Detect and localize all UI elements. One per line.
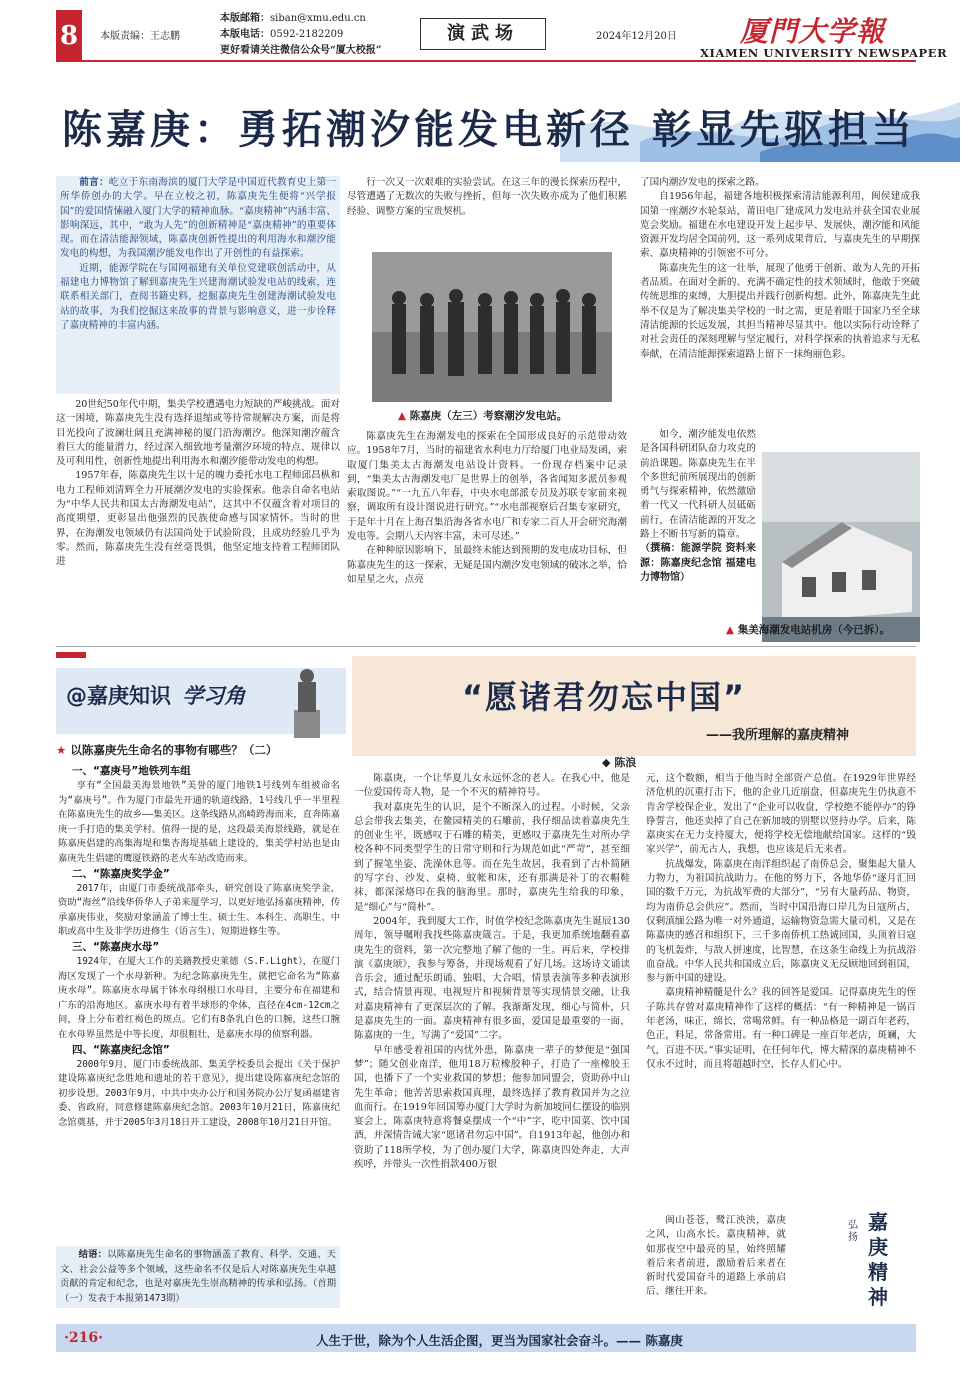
item4-text: 2000年9月，厦门市委统战部、集美学校委员会提出《关于保护建设陈嘉庚纪念胜地和遗址的若干意见》，提出建设陈嘉庚纪念馆的初步设想。2003年9月，中共中央办公厅和国务院办公厅复函福建省委、省政府，同意修建陈嘉庚纪念馆。2003年10月21日，陈嘉庚纪念馆奠基，并于2005年3月18日开工建设，2008年10月21日开馆。 — [58, 1058, 340, 1128]
a1-c3-p2: 自1956年起，福建各地积极探索清洁能源利用，闽侯建成我国第一座潮汐水轮泵站，莆田电厂建成风力发电站并获全国农业展览会奖励。福建在水电建设开发上起步早、发展快，潮汐能和风能资源开发均居全国前列，这一系列成果背后，与嘉庚先生的早期探索、嘉庚精神的引领密不可分。 — [640, 191, 920, 260]
article2-author: 陈浪 — [614, 756, 637, 769]
item4-heading: 四、“陈嘉庚纪念馆” — [72, 1043, 170, 1056]
a1-c2-p2: 陈嘉庚先生在海潮发电的探索在全国形成良好的示范带动效应。1958年7月，当时的福建省水利电力厅给厦门电业局发函，索取厦门集美太古海潮发电站设计资料。一份现存档案中记录到，“集美太古海潮发电厂是世界上的创举，各省闻知多派员参观索取图说。”“一九五八年春，中央水电部派专员及苏联专家前来视察，调取所有设计图说进行研究。”“水电部视察后召集专家研究，于是年十月在上海召集沿海各省水电厂和专家二百人开会研究海潮发电等。会期八天内容丰富，未可尽述。” — [347, 431, 627, 543]
article1-col3 — [640, 176, 920, 362]
a1-c3-p3: 陈嘉庚先生的这一壮举，展现了他勇于创新、敢为人先的开拓者品质。在面对全新的、充满不确定性的技术领域时，他敢于突破传统思维的束缚，大胆提出并践行创新构想。此外，陈嘉庚先生此举不仅是为了解决集美学校的一时之需，更是着眼于国家乃至全球清洁能源的长远发展，其担当精神尽显其中。他以实际行动诠释了对社会责任的深刻理解与坚定履行，对科学探索的执着追求与无私奉献，在清洁能源探索道路上留下一抹绚丽色彩。 — [640, 262, 920, 360]
item2-text: 2017年，由厦门市委统战部牵头，研究创设了陈嘉庚奖学金，资助“海丝”沿线华侨华人子弟来厦学习，以更好地弘扬嘉庚精神，传承嘉庚伟业，奖励对象涵盖了博士生、硕士生、本科生、高职生、中职或高中生及非学历进修生（语言生）、短期进修生等。 — [58, 882, 340, 938]
photo2-caption-text: 集美海潮发电站机房（今已拆）。 — [737, 624, 890, 636]
conclusion-text: 以陈嘉庚先生命名的事物涵盖了教育、科学、交通、天文、社会公益等多个领域，这些命名不仅是后人对陈嘉庚先生卓越贡献的肯定和纪念，也是对嘉庚先生崇高精神的传承和弘扬。（首期（一）发表于本报第1473期） — [60, 1249, 336, 1304]
a1-c1-p1: 20世纪50年代中期，集美学校遭遇电力短缺的严峻挑战。面对这一困境，陈嘉庚先生没有选择退缩或等待常规解决方案，而是将目光投向了波澜壮阔且充满神秘的厦门沿海潮汐。他深知潮汐蕴含着巨大的能量潜力，经过深入细致地考量潮汐环境的特点、规律以及可利用性，创新性地提出利用海水和潮汐能带动发电的构想。 — [56, 399, 340, 468]
article2-subtitle: ——我所理解的嘉庚精神 — [706, 728, 850, 743]
conclusion-label: 结语： — [78, 1249, 108, 1260]
a1-c1-p2: 1957年春，陈嘉庚先生以十足的魄力委托水电工程师邱昌枞和电力工程师刘清辉全力开展潮汐发电的实验探索。他亲自命名电站为“中华人民共和国太古海潮发电站”，这其中不仅蕴含着对项目的高度期望，更彰显出他强烈的民族使命感与国家情怀。当时的世界，在海潮发电领域仍有法国尚处于试验阶段，且成功经验几乎为零。然而，陈嘉庚先生没有丝毫畏惧，他坚定地支持着工程师团队进 — [56, 470, 340, 568]
knowledge-list — [58, 764, 340, 1130]
a2-c1-p3: 2004年，我到厦大工作，时值学校纪念陈嘉庚先生诞辰130周年，领导嘱咐我找些陈嘉庚箴言。于是，我更加系统地翻看嘉庚先生的资料，第一次完整地了解了他的一生。再后来，学校排演《嘉庚颂》，我参与筹备，并现场观看了好几场。这场诗文诵读音乐会，通过配乐朗诵、独唱、大合唱、情景表演等多种表演形式，结合情景再现、电视短片和视频背景等实现情景交融，让我对嘉庚精神有了更深层次的了解。我渐渐发现，细心与简朴，只是嘉庚先生的一面。嘉庚精神有很多面，爱国是最重要的一面，陈嘉庚的一生，写满了“爱国”二字。 — [354, 915, 630, 1042]
section-divider — [56, 646, 916, 647]
a1-c2-p3: 在种种原因影响下，虽最终未能达到预期的发电成功目标，但陈嘉庚先生的这一探索，无疑是国内潮汐发电领域的破冰之举，恰如星星之火，点亮 — [347, 545, 627, 585]
section-tag: 演武场 — [420, 18, 546, 50]
photo-power-station — [762, 452, 920, 642]
spirit-badge — [848, 1210, 914, 1318]
a2-c1-p2: 我对嘉庚先生的认识，是个不断深入的过程。小时候，父亲总会带我去集美，在鳌园精美的石雕前，我仔细品读着嘉庚先生的创业生平，既感叹于石雕的精美，更感叹于嘉庚先生对所办学校各种不同类型学生的日常守则和行为规范如此“严苛”，甚至细到了握笔坐姿、洗澡休息等。而在先生故居，我看到了古朴简陋的写字台、沙发、桌椅、蚊帐和床，还有那满是补丁的衣帽鞋袜，都深深烙印在我的脑海里。那时，嘉庚先生给我的印象，是“细心”与“简朴”。 — [354, 801, 630, 913]
knowledge-title-prefix: @嘉庚知识 — [66, 684, 171, 708]
preface-2: 近期，能源学院在与国网福建有关单位党建联创活动中，从福建电力博物馆了解到嘉庚先生兴建海潮试验发电站的线索，连联系相关部门，查阅书籍史料，挖掘嘉庚先生创建海潮试验发电站的故事，为我们挖掘这来故事的背景与影响意义，进一步诠释了嘉庚精神的丰富内涵。 — [60, 262, 336, 331]
email-label: 本版邮箱： — [220, 13, 270, 24]
star-icon: ★ — [56, 743, 67, 757]
preface-label: 前言： — [79, 177, 109, 188]
knowledge-conclusion — [56, 1246, 340, 1308]
accent-bar — [56, 652, 86, 658]
a2-c1-p1: 陈嘉庚，一个让华夏儿女永远怀念的老人。在我心中，他是一位爱国传奇人物，是一个不灭的精神符号。 — [354, 773, 630, 799]
preface-box — [56, 176, 340, 394]
page-number: 8 — [56, 10, 82, 62]
diamond-icon: ◆ — [602, 756, 611, 769]
knowledge-title — [66, 680, 245, 710]
phone-line — [220, 28, 343, 41]
a2-c2-p2: 抗战爆发，陈嘉庚在南洋组织起了南侨总会，聚集起大量人力物力，为祖国抗战助力。在他的努力下，各地华侨“逐月汇回国的数千万元，为抗战军费的大部分”，“另有大量药品、物资，均为南侨总会供应”。然而，当时中国沿海口岸几为日寇所占，仅剩滇缅公路为唯一对外通道，运输物资急需大量司机，又是在陈嘉庚的感召和组织下，三千多南侨机工热诚回国，头顶着日寇的飞机轰炸，与敌人拼速度，比智慧，在这条生命线上为抗战浴血奋战。中华人民共和国成立后，陈嘉庚义无反顾地回到祖国，参与新中国的建设。 — [646, 858, 916, 985]
paper-name-en: XIAMEN UNIVERSITY NEWSPAPER — [700, 46, 948, 60]
article2-title: “愿诸君勿忘中国” — [462, 678, 747, 716]
knowledge-question — [56, 742, 277, 758]
phone: 0592-2182209 — [270, 29, 344, 40]
knowledge-question-text: 以陈嘉庚先生命名的事物有哪些？（二） — [70, 743, 278, 757]
article1-col1 — [56, 398, 340, 570]
preface — [60, 176, 336, 262]
statue-icon — [272, 660, 342, 740]
knowledge-title-suffix: 学习角 — [182, 684, 246, 708]
article1-col2b — [347, 430, 627, 587]
preface-text: 屹立于东南海滨的厦门大学是中国近代教育史上第一所华侨创办的大学。早在立校之初，陈嘉庚先生便将“兴学报国”的爱国情愫融入厦门大学的精神血脉。“嘉庚精神”内涵丰富、影响深远，其中，“敢为人先”的创新精神是“嘉庚精神”的重要体现。而在清洁能源领域，陈嘉庚创新性提出的利用海水和潮汐能发电的构想，为我国潮汐能发电作出了开创性的有益探索。 — [60, 177, 337, 260]
article1-title: 陈嘉庚：勇拓潮汐能发电新径 彰显先驱担当 — [62, 106, 916, 153]
a2-c1-p4: 早年感受着祖国的内忧外患，陈嘉庚一辈子的梦便是“强国梦”；随父创业南洋，他用18万粒橡胶种子，打造了一座橡胶王国，也播下了一个实业救国的梦想；他参加同盟会，资助孙中山先生革命；他苦苦思索救国真理，最终选择了教育救国并为之泣血而行。在1919年回国筹办厦门大学时为新加坡同仁摆设的临别宴会上，陈嘉庚特意将餐桌摆成一个“中”字，吃中国菜、饮中国酒，并深情告诫大家“愿诸君勿忘中国”。自1913年起，他创办和资助了118所学校，为了创办厦门大学，陈嘉庚四处奔走，大声疾呼，并带头一次性捐款400万银 — [354, 1044, 630, 1171]
photo1-caption — [398, 408, 567, 423]
issue-date: 2024年12月20日 — [596, 31, 677, 42]
a1-c3-p4: 如今，潮汐能发电依然是各国科研团队奋力攻克的前沿课题。陈嘉庚先生在半个多世纪前所展现出的创新勇气与探索精神，依然激励着一代又一代科研人员砥砺前行，在清洁能源的开发之路上不断书写新的篇章。 — [640, 429, 756, 541]
article2-col2-narrow — [646, 1214, 786, 1300]
source-note: （撰稿：能源学院 资料来源：陈嘉庚纪念馆 福建电力博物馆） — [640, 543, 756, 583]
triangle-icon: ▲ — [726, 624, 735, 636]
a1-c3-p1: 了国内潮汐发电的探索之路。 — [640, 177, 765, 188]
phone-label: 本版电话： — [220, 29, 270, 40]
a2-c2-p1: 元，这个数额，相当于他当时全部资产总值。在1929年世界经济危机的沉重打击下，他的企业几近崩盘，但嘉庚先生仍执意不肯舍学校保企业，发出了“企业可以收盘，学校绝不能停办”的铮铮誓言，他还卖掉了自己在新加坡的别墅以竖持办学。后来，陈嘉庚实在无力支持厦大，便将学校无偿地献给国家。这样的“毁家兴学”，前无古人，我想，也应该是后无来者。 — [646, 773, 916, 856]
article2-col1 — [354, 772, 630, 1172]
photo2-caption — [726, 622, 890, 637]
article2-col2 — [646, 772, 916, 1072]
article1-col3-narrow — [640, 428, 756, 585]
paper-logo: 厦門大学報 — [740, 15, 886, 48]
item1-heading: 一、“嘉庚号”地铁列车组 — [72, 765, 191, 777]
badge-small-text: 弘扬 — [848, 1220, 858, 1243]
article2-byline — [602, 754, 636, 770]
footer-quote: 人生于世，除为个人生活企图，更当为国家社会奋斗。—— 陈嘉庚 — [316, 1333, 683, 1348]
a1-c2-p1: 行一次又一次艰难的实验尝试。在这三年的漫长探索历程中，尽管遭遇了无数次的失败与挫折，但每一次失败亦成为了他们积累经验、调整方案的宝贵契机。 — [347, 177, 627, 217]
wechat-note: 更好看请关注微信公众号“厦大校报” — [220, 45, 382, 56]
a2-c2-p3: 嘉庚精神精髓是什么？我的回答是爱国。记得嘉庚先生的侄子陈共存曾对嘉庚精神作了这样的概括：“有一种精神是一锅百年老汤，味正，绵长，常喝常鲜。有一种品格是一副百年老药，色正，料足，常备常用。有一种口碑是一座百年老店，斑斓，大气，百进不厌。”事实证明，在任何年代，博大精深的嘉庚精神不仅永不过时，而且将超越时空，长存人们心中。 — [646, 987, 916, 1070]
item2-heading: 二、“陈嘉庚奖学金” — [72, 867, 170, 880]
item3-text: 1924年，在厦大工作的美籍教授史莱德（S.F.Light），在厦门海区发现了一个水母新种。为纪念陈嘉庚先生，就把它命名为“陈嘉庚水母”。陈嘉庚水母属于钵水母纲根口水母目，主要分布在福建和广东的沿海地区。嘉庚水母有着半球形的伞体，直径在4cm-12cm之间，身上分布着红褐色的斑点。它们有8条乳白色的口腕，这些口腕在水母界虽然是中等长度，却很粗壮，是嘉庚水母的侦察利器。 — [58, 955, 340, 1040]
email[interactable]: siban@xmu.edu.cn — [270, 13, 366, 24]
photo-founders — [372, 252, 612, 402]
photo1-caption-text: 陈嘉庚（左三）考察潮汐发电站。 — [409, 410, 568, 422]
triangle-icon: ▲ — [398, 410, 407, 422]
editor-credit: 本版责编：王志鹏 — [100, 31, 180, 42]
email-line — [220, 12, 366, 25]
a2-c2-p4: 闽山苍苍，鹭江泱泱，嘉庚之风，山高水长。嘉庚精神，就如那夜空中最亮的星，始终照耀着后来者前进，激励着后来者在新时代爱国奋斗的道路上承前启后、继往开来。 — [646, 1215, 786, 1298]
item1-text: 享有“全国最美海景地铁”美誉的厦门地铁1号线列车组被命名为“嘉庚号”。作为厦门市最先开通的轨道线路，1号线几乎一半里程在陈嘉庚先生的故乡——集美区。这条线路从高崎跨海而来，直奔陈嘉庚一手打造的集美学村。值得一提的是，这段最美海景线路，就是在陈嘉庚倡建的高集海堤和集杏海堤基础上建设的，集美学村站也是由嘉庚先生倡建的鹰厦铁路的老火车站改造而来。 — [58, 780, 340, 864]
item3-heading: 三、“陈嘉庚水母” — [72, 940, 160, 953]
badge-big-text: 嘉庚精神 — [868, 1210, 888, 1309]
footer-issue: ·216· — [64, 1330, 103, 1346]
article1-col2a — [347, 176, 627, 219]
